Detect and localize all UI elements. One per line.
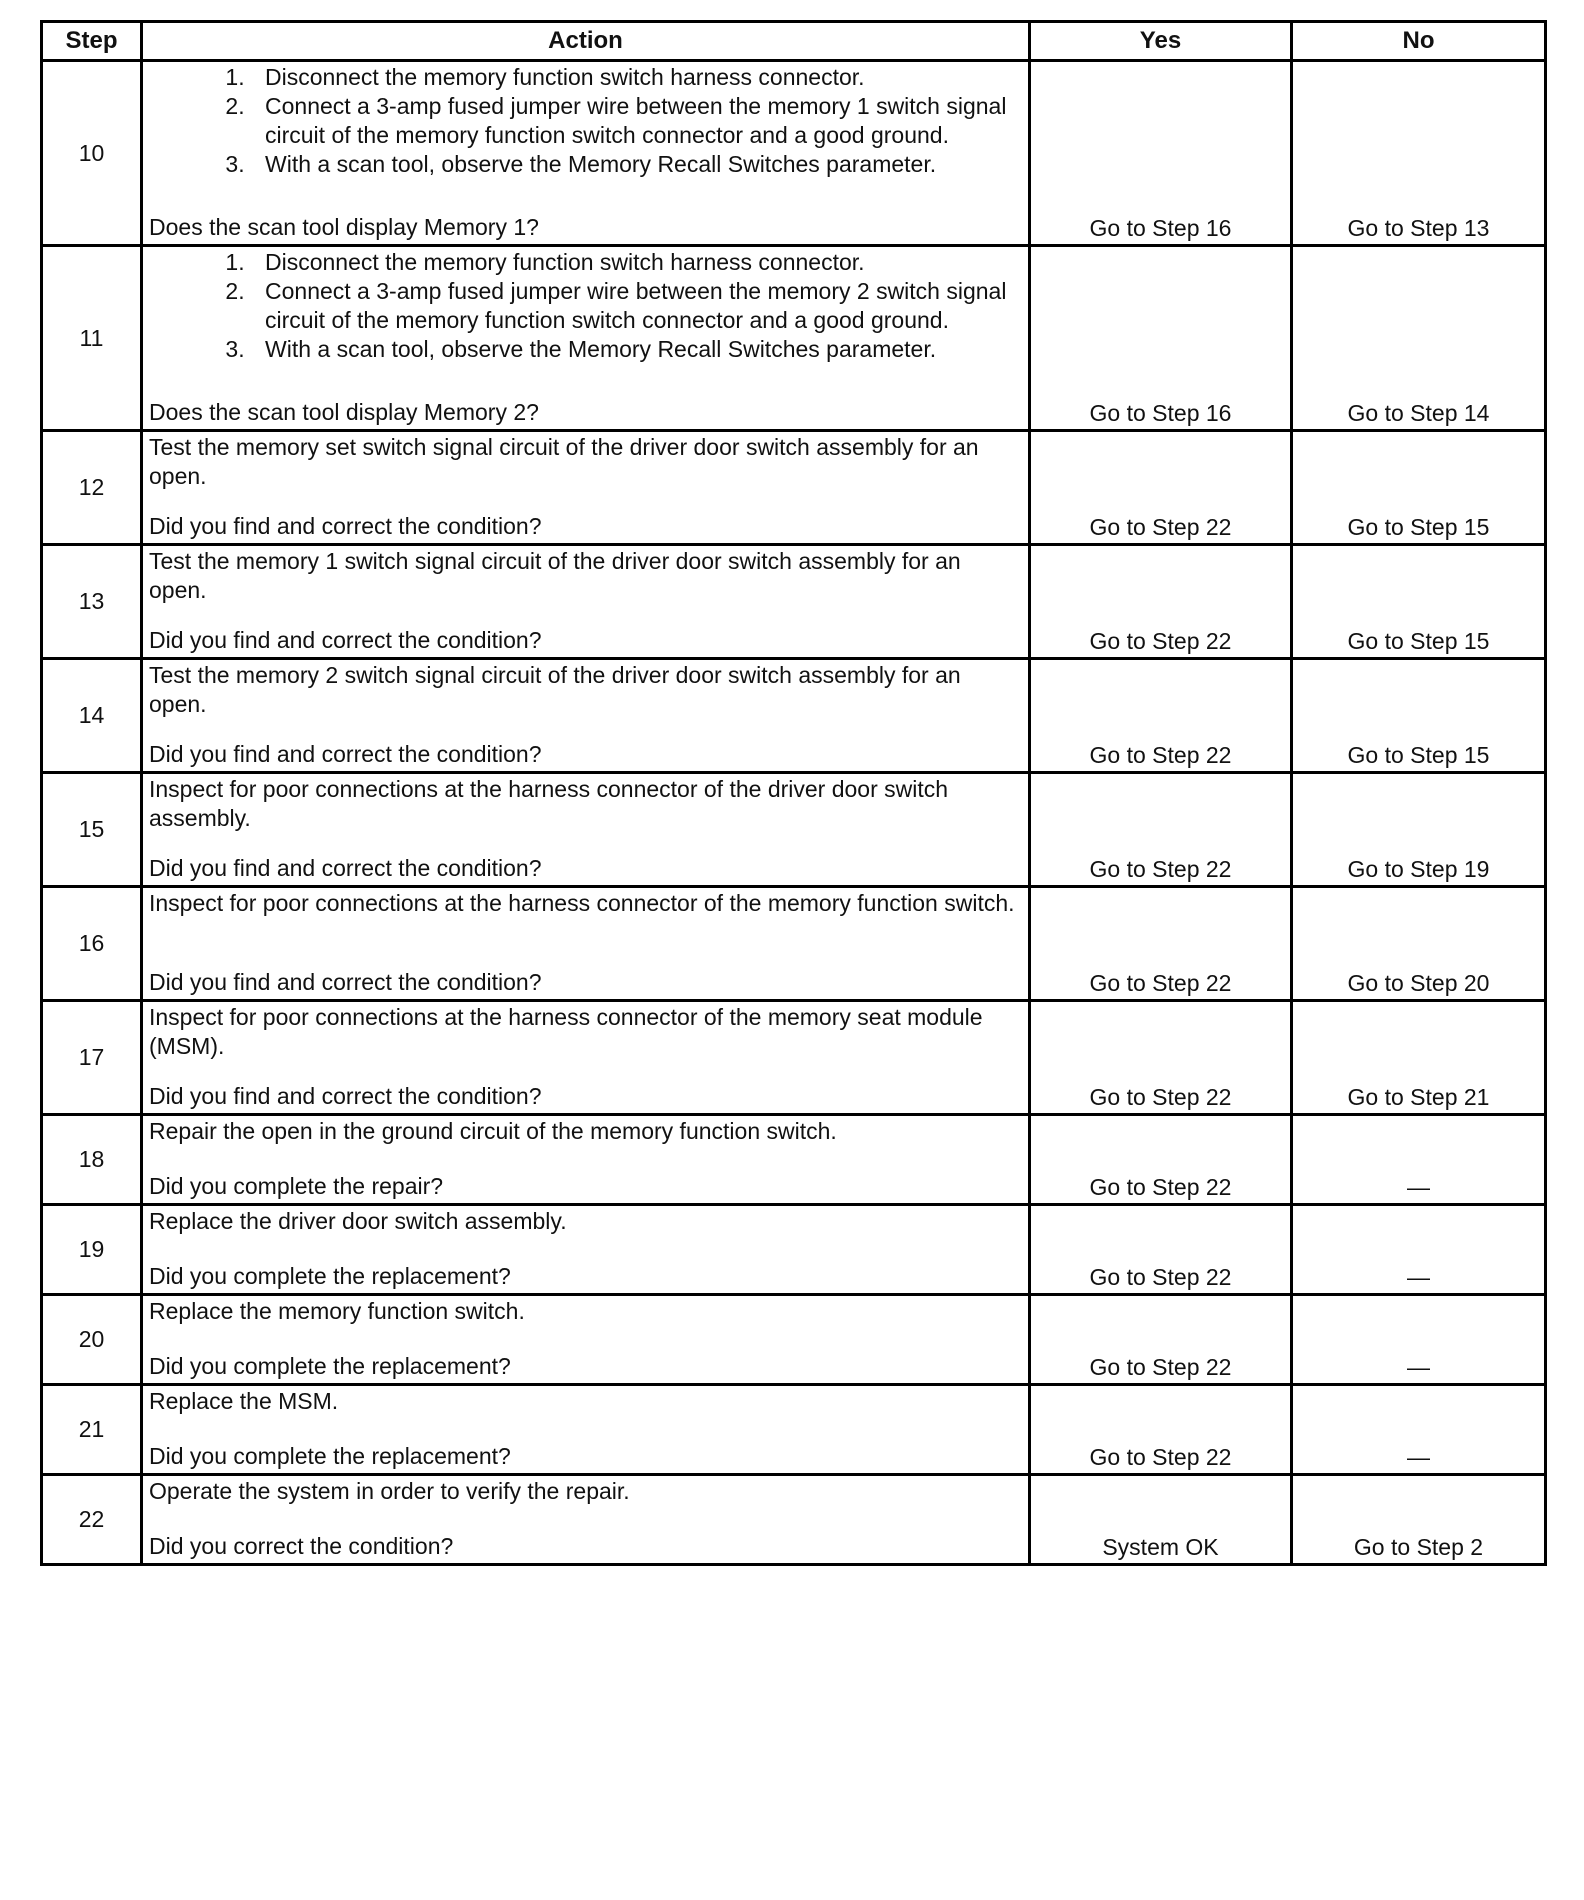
action-content	[149, 889, 1020, 997]
no-result: —	[1292, 1205, 1546, 1295]
table-row	[42, 887, 1546, 1001]
action-content	[149, 1387, 1020, 1471]
yes-result: System OK	[1030, 1475, 1292, 1565]
action-content	[149, 1003, 1020, 1111]
action-content	[149, 1477, 1020, 1561]
action-cell	[142, 545, 1030, 659]
table-row	[42, 1115, 1546, 1205]
action-cell	[142, 659, 1030, 773]
table-row	[42, 246, 1546, 431]
step-number: 16	[42, 887, 142, 1001]
step-number: 17	[42, 1001, 142, 1115]
no-result: —	[1292, 1295, 1546, 1385]
no-result: —	[1292, 1385, 1546, 1475]
action-step-item: 2. Connect a 3-amp fused jumper wire between the memory 2 switch signal circuit of the memory function switch connector and a good ground.	[251, 277, 1020, 335]
action-question: Does the scan tool display Memory 2?	[149, 399, 539, 425]
no-result: —	[1292, 1115, 1546, 1205]
header-step: Step	[42, 22, 142, 61]
table-row	[42, 1205, 1546, 1295]
action-text: Test the memory set switch signal circuit of the driver door switch assembly for an open.	[149, 434, 979, 489]
action-cell	[142, 887, 1030, 1001]
yes-result: Go to Step 22	[1030, 1115, 1292, 1205]
action-question: Does the scan tool display Memory 1?	[149, 214, 539, 240]
yes-result: Go to Step 22	[1030, 431, 1292, 545]
table-row	[42, 1475, 1546, 1565]
action-question: Did you find and correct the condition?	[149, 627, 542, 653]
step-number: 22	[42, 1475, 142, 1565]
yes-result: Go to Step 22	[1030, 1385, 1292, 1475]
action-text: Repair the open in the ground circuit of the memory function switch.	[149, 1118, 837, 1144]
action-content	[149, 248, 1020, 427]
yes-result: Go to Step 22	[1030, 1295, 1292, 1385]
header-yes: Yes	[1030, 22, 1292, 61]
action-text: Test the memory 1 switch signal circuit of the driver door switch assembly for an open.	[149, 548, 961, 603]
action-step-item: 1. Disconnect the memory function switch harness connector.	[251, 63, 1020, 92]
step-number: 11	[42, 246, 142, 431]
no-result: Go to Step 20	[1292, 887, 1546, 1001]
action-cell	[142, 1115, 1030, 1205]
action-text: Replace the driver door switch assembly.	[149, 1208, 567, 1234]
action-question: Did you complete the repair?	[149, 1173, 444, 1199]
header-no: No	[1292, 22, 1546, 61]
action-cell	[142, 773, 1030, 887]
diagnostic-table-container	[40, 20, 1544, 1566]
no-result: Go to Step 15	[1292, 431, 1546, 545]
no-result: Go to Step 19	[1292, 773, 1546, 887]
table-row	[42, 1295, 1546, 1385]
no-result: Go to Step 15	[1292, 659, 1546, 773]
action-cell	[142, 1205, 1030, 1295]
action-steps-list	[149, 248, 1020, 364]
action-question: Did you find and correct the condition?	[149, 855, 542, 881]
table-row	[42, 659, 1546, 773]
yes-result: Go to Step 16	[1030, 61, 1292, 246]
action-text: Replace the memory function switch.	[149, 1298, 525, 1324]
action-cell	[142, 246, 1030, 431]
no-result: Go to Step 2	[1292, 1475, 1546, 1565]
header-action: Action	[142, 22, 1030, 61]
yes-result: Go to Step 22	[1030, 1205, 1292, 1295]
no-result: Go to Step 15	[1292, 545, 1546, 659]
no-result: Go to Step 21	[1292, 1001, 1546, 1115]
action-content	[149, 661, 1020, 769]
step-number: 20	[42, 1295, 142, 1385]
step-number: 12	[42, 431, 142, 545]
action-question: Did you find and correct the condition?	[149, 1083, 542, 1109]
action-cell	[142, 1295, 1030, 1385]
header-row	[42, 22, 1546, 61]
table-row	[42, 773, 1546, 887]
action-content	[149, 433, 1020, 541]
yes-result: Go to Step 22	[1030, 545, 1292, 659]
action-cell	[142, 431, 1030, 545]
action-text: Inspect for poor connections at the harness connector of the memory seat module (MSM).	[149, 1004, 983, 1059]
action-question: Did you complete the replacement?	[149, 1353, 511, 1379]
action-step-item: 1. Disconnect the memory function switch harness connector.	[251, 248, 1020, 277]
action-cell	[142, 1001, 1030, 1115]
action-content	[149, 1297, 1020, 1381]
action-question: Did you find and correct the condition?	[149, 741, 542, 767]
table-row	[42, 61, 1546, 246]
action-step-item: 2. Connect a 3-amp fused jumper wire between the memory 1 switch signal circuit of the memory function switch connector and a good ground.	[251, 92, 1020, 150]
action-content	[149, 1117, 1020, 1201]
action-question: Did you find and correct the condition?	[149, 969, 542, 995]
action-cell	[142, 61, 1030, 246]
step-number: 10	[42, 61, 142, 246]
step-number: 13	[42, 545, 142, 659]
action-question: Did you correct the condition?	[149, 1533, 454, 1559]
action-content	[149, 1207, 1020, 1291]
action-question: Did you find and correct the condition?	[149, 513, 542, 539]
action-text: Replace the MSM.	[149, 1388, 339, 1414]
action-steps-list	[149, 63, 1020, 179]
yes-result: Go to Step 16	[1030, 246, 1292, 431]
action-text: Inspect for poor connections at the harness connector of the memory function switch.	[149, 890, 1015, 916]
table-row	[42, 431, 1546, 545]
table-row	[42, 545, 1546, 659]
diagnostic-table	[40, 20, 1547, 1566]
step-number: 21	[42, 1385, 142, 1475]
step-number: 14	[42, 659, 142, 773]
no-result: Go to Step 14	[1292, 246, 1546, 431]
action-question: Did you complete the replacement?	[149, 1263, 511, 1289]
action-text: Operate the system in order to verify the repair.	[149, 1478, 630, 1504]
step-number: 18	[42, 1115, 142, 1205]
step-number: 19	[42, 1205, 142, 1295]
action-content	[149, 775, 1020, 883]
action-cell	[142, 1475, 1030, 1565]
no-result: Go to Step 13	[1292, 61, 1546, 246]
yes-result: Go to Step 22	[1030, 1001, 1292, 1115]
action-step-item: 3. With a scan tool, observe the Memory Recall Switches parameter.	[251, 335, 1020, 364]
action-text: Test the memory 2 switch signal circuit of the driver door switch assembly for an open.	[149, 662, 961, 717]
yes-result: Go to Step 22	[1030, 659, 1292, 773]
action-cell	[142, 1385, 1030, 1475]
action-step-item: 3. With a scan tool, observe the Memory Recall Switches parameter.	[251, 150, 1020, 179]
step-number: 15	[42, 773, 142, 887]
yes-result: Go to Step 22	[1030, 887, 1292, 1001]
table-row	[42, 1385, 1546, 1475]
action-content	[149, 547, 1020, 655]
action-text: Inspect for poor connections at the harness connector of the driver door switch assembly.	[149, 776, 949, 831]
table-row	[42, 1001, 1546, 1115]
action-question: Did you complete the replacement?	[149, 1443, 511, 1469]
yes-result: Go to Step 22	[1030, 773, 1292, 887]
action-content	[149, 63, 1020, 242]
